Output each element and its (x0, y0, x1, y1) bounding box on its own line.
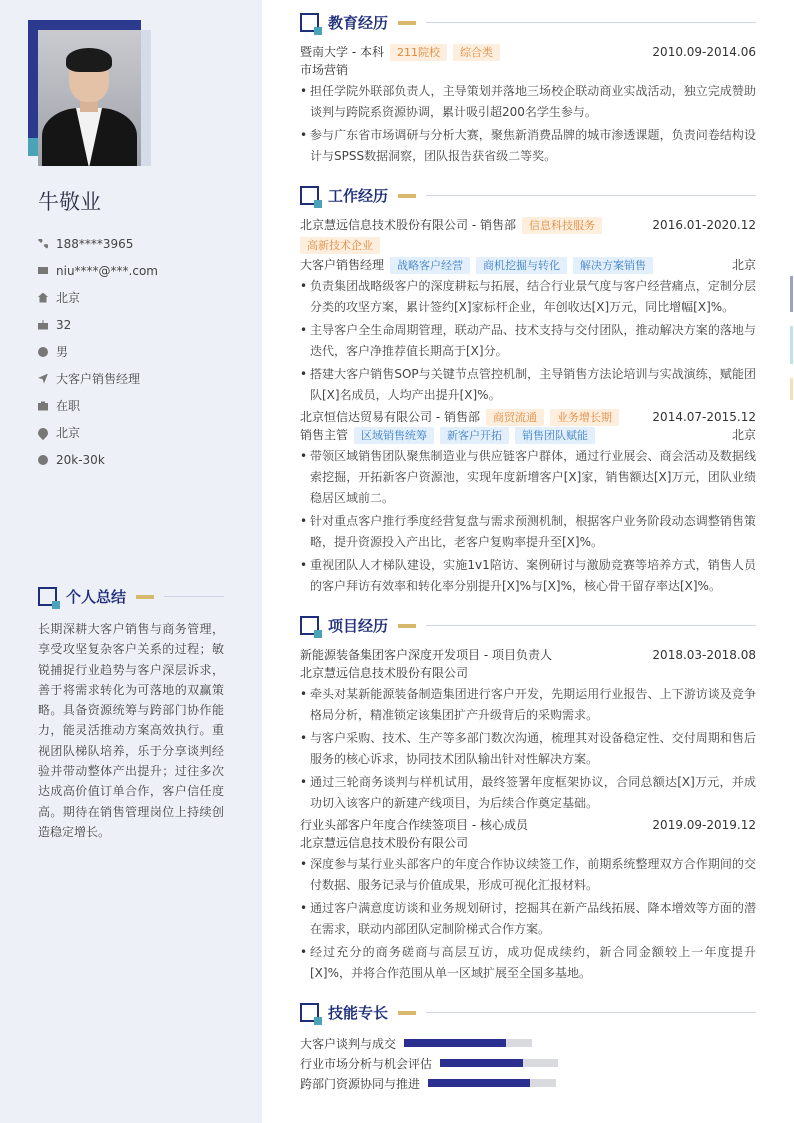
info-phone: 188****3965 (38, 230, 158, 257)
school-tag: 211院校 (390, 44, 447, 61)
skill-level-bar (404, 1039, 532, 1047)
list-item: • 重视团队人才梯队建设，实施1v1陪访、案例研讨与激励竞赛等培养方式，销售人员的客户拜访有效率和转化率分别提升[X]%与[X]%，核心骨干留存率达[X]%。 (300, 555, 756, 597)
project-org: 北京慧远信息技术股份有限公司 (300, 836, 469, 850)
personal-info-list (38, 230, 158, 473)
skill-name: 跨部门资源协同与推进 (300, 1076, 421, 1091)
projects-section (300, 615, 756, 984)
edge-decorations (790, 276, 794, 414)
project-name: 新能源装备集团客户深度开发项目 - 项目负责人 (300, 648, 552, 662)
education-bullets (300, 81, 756, 167)
school-name: 暨南大学 - 本科 (300, 45, 384, 59)
project-date: 2018.03-2018.08 (652, 648, 756, 662)
projects-title: 项目经历 (300, 615, 756, 636)
info-email: niu****@***.com (38, 257, 158, 284)
list-item: • 与客户采购、技术、生产等多部门数次沟通，梳理其对设备稳定性、交付周期和售后服务的核心诉求，协同技术团队输出针对性解决方案。 (300, 728, 756, 770)
info-gender: 男 (38, 338, 158, 365)
list-item: • 通过客户满意度访谈和业务规划研讨，挖掘其在新产品线拓展、降本增效等方面的潜在需求，联动内部团队定制阶梯式合作方案。 (300, 898, 756, 940)
main-content (300, 12, 756, 1111)
summary-section (38, 586, 224, 842)
section-square-icon (300, 13, 319, 32)
skill-level-bar (440, 1059, 558, 1067)
list-item: • 深度参与某行业头部客户的年度合作协议续签工作，前期系统整理双方合作期间的交付数据、服务记录与价值成果，形成可视化汇报材料。 (300, 854, 756, 896)
company-name: 北京慧远信息技术股份有限公司 - 销售部 (300, 218, 516, 232)
skills-list (300, 1033, 756, 1093)
project-bullets (300, 684, 756, 814)
job-entry (300, 216, 756, 406)
project-entry (300, 646, 756, 814)
list-item: • 担任学院外联部负责人，主导策划并落地三场校企联动商业实战活动，独立完成赞助谈判与跨院系资源协调，累计吸引超200名学生参与。 (300, 81, 756, 123)
avatar (38, 30, 141, 166)
section-square-icon (300, 1003, 319, 1022)
profile-photo (28, 20, 152, 166)
summary-title: 个人总结 (38, 586, 224, 607)
company-tag: 高新技术企业 (300, 237, 380, 254)
education-date: 2010.09-2014.06 (652, 45, 756, 59)
position-tag: 商机挖掘与转化 (476, 257, 567, 274)
position-tag: 战略客户经营 (390, 257, 470, 274)
section-square-icon (300, 616, 319, 635)
skill-name: 大客户谈判与成交 (300, 1036, 397, 1051)
major: 市场营销 (300, 63, 349, 77)
list-item: • 主导客户全生命周期管理，联动产品、技术支持与交付团队，推动解决方案的落地与迭代，客户净推荐值长期高于[X]分。 (300, 320, 756, 362)
position-name: 销售主管 (300, 428, 349, 442)
list-item: • 负责集团战略级客户的深度耕耘与拓展，结合行业景气度与客户经营痛点，定制分层分类的攻坚方案，累计签约[X]家标杆企业，年创收达[X]万元，同比增幅[X]%。 (300, 276, 756, 318)
work-section (300, 185, 756, 597)
project-bullets (300, 854, 756, 984)
section-square-icon (38, 587, 57, 606)
info-salary: 20k-30k (38, 446, 158, 473)
cake-icon (38, 320, 48, 330)
phone-icon (38, 239, 48, 249)
job-city: 北京 (731, 428, 756, 442)
section-square-icon (300, 186, 319, 205)
skills-title: 技能专长 (300, 1002, 756, 1023)
company-tag: 信息科技服务 (522, 217, 602, 234)
home-icon (38, 293, 48, 303)
job-date: 2014.07-2015.12 (652, 410, 756, 424)
position-tag: 解决方案销售 (573, 257, 653, 274)
candidate-name: 牛敬业 (38, 190, 101, 214)
info-age: 32 (38, 311, 158, 338)
info-hometown: 北京 (38, 284, 158, 311)
education-section (300, 12, 756, 167)
skill-item (300, 1033, 532, 1053)
location-pin-icon (36, 425, 50, 439)
send-icon (38, 374, 48, 384)
mail-icon (38, 266, 48, 276)
project-entry (300, 816, 756, 984)
skill-item (300, 1073, 556, 1093)
job-date: 2016.01-2020.12 (652, 218, 756, 232)
project-org: 北京慧远信息技术股份有限公司 (300, 666, 469, 680)
briefcase-icon (38, 401, 48, 411)
info-target-city: 北京 (38, 419, 158, 446)
job-entry (300, 408, 756, 597)
company-tag: 商贸流通 (486, 409, 544, 426)
position-tag: 区域销售统筹 (354, 427, 434, 444)
info-status: 在职 (38, 392, 158, 419)
position-name: 大客户销售经理 (300, 258, 385, 272)
company-name: 北京恒信达贸易有限公司 - 销售部 (300, 410, 480, 424)
school-tag: 综合类 (453, 44, 500, 61)
job-bullets (300, 446, 756, 597)
project-name: 行业头部客户年度合作续签项目 - 核心成员 (300, 818, 528, 832)
list-item: • 参与广东省市场调研与分析大赛，聚焦新消费品牌的城市渗透课题，负责问卷结构设计与SPSS数据洞察，团队报告获省级二等奖。 (300, 125, 756, 167)
summary-text: 长期深耕大客户销售与商务管理，享受攻坚复杂客户关系的过程；敏锐捕捉行业趋势与客户深层诉求，善于将需求转化为可落地的双赢策略。具备资源统筹与跨部门协作能力，能灵活推动方案高效执行。重视团队梯队培养，乐于分享谈判经验并带动整体产出提升；过往多次达成高价值订单合作，客户信任度高。期待在销售管理岗位上持续创造稳定增长。 (38, 622, 224, 839)
sidebar (0, 0, 262, 1123)
face-icon (38, 347, 48, 357)
skill-item (300, 1053, 558, 1073)
skill-name: 行业市场分析与机会评估 (300, 1056, 433, 1071)
coin-icon (38, 455, 48, 465)
info-target-position: 大客户销售经理 (38, 365, 158, 392)
project-date: 2019.09-2019.12 (652, 818, 756, 832)
list-item: • 牵头对某新能源装备制造集团进行客户开发，先期运用行业报告、上下游访谈及竞争格局分析，精准锁定该集团扩产升级背后的采购需求。 (300, 684, 756, 726)
position-tag: 新客户开拓 (440, 427, 509, 444)
list-item: • 带领区域销售团队聚焦制造业与供应链客户群体，通过行业展会、商会活动及数据线索挖掘，开拓新客户资源池，实现年度新增客户[X]家，销售额达[X]万元，团队业绩稳居区域前二。 (300, 446, 756, 509)
job-bullets (300, 276, 756, 406)
skill-level-bar (428, 1079, 556, 1087)
company-tag: 业务增长期 (550, 409, 619, 426)
work-title: 工作经历 (300, 185, 756, 206)
list-item: • 针对重点客户推行季度经营复盘与需求预测机制，根据客户业务阶段动态调整销售策略，提升资源投入产出比，老客户复购率提升至[X]%。 (300, 511, 756, 553)
skills-section (300, 1002, 756, 1093)
list-item: • 经过充分的商务磋商与高层互访，成功促成续约，新合同金额较上一年度提升[X]%，并将合作范围从单一区域扩展至全国多基地。 (300, 942, 756, 984)
list-item: • 通过三轮商务谈判与样机试用，最终签署年度框架协议，合同总额达[X]万元，并成功切入该客户的新建产线项目，为后续合作奠定基础。 (300, 772, 756, 814)
position-tag: 销售团队赋能 (515, 427, 595, 444)
list-item: • 搭建大客户销售SOP与关键节点管控机制，主导销售方法论培训与实战演练，赋能团队[X]名成员，人均产出提升[X]%。 (300, 364, 756, 406)
job-city: 北京 (731, 258, 756, 272)
education-title: 教育经历 (300, 12, 756, 33)
